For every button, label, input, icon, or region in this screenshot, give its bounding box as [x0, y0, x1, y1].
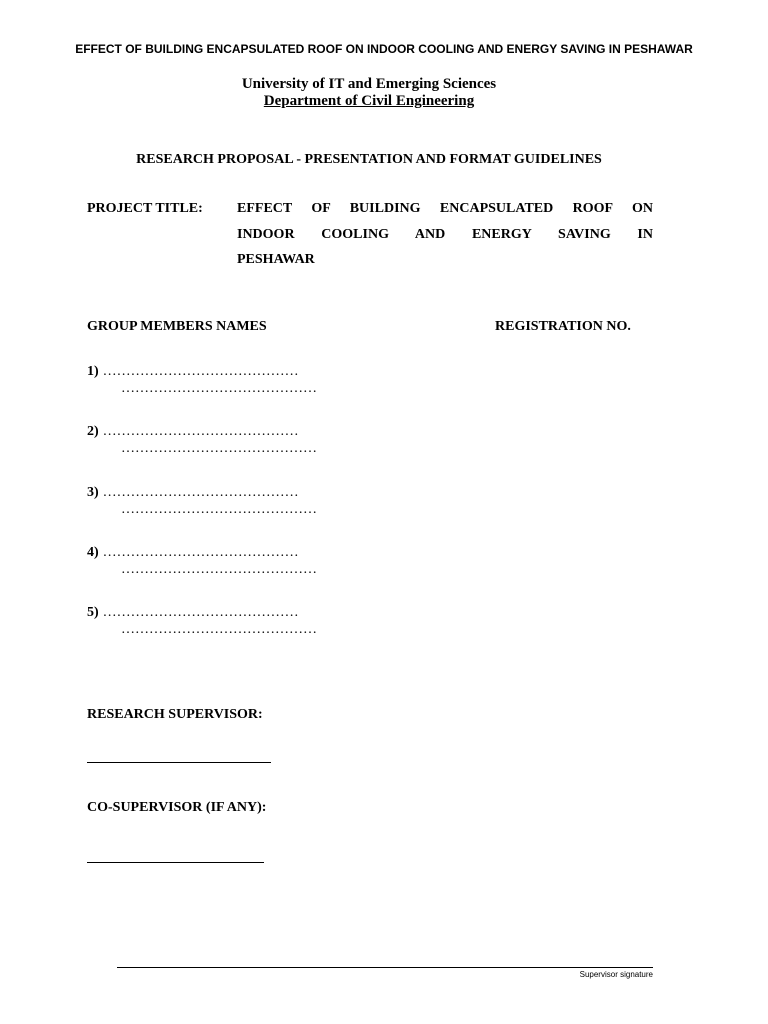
member-registration-blank: …………………………………… — [121, 622, 317, 637]
member-name-blank: …………………………………… — [102, 424, 299, 439]
co-supervisor-label: CO-SUPERVISOR (IF ANY): — [87, 800, 267, 815]
member-name-blank: …………………………………… — [102, 545, 299, 560]
footer-rule — [117, 967, 653, 968]
group-members-header: GROUP MEMBERS NAMES — [87, 319, 267, 334]
proposal-subtitle: RESEARCH PROPOSAL - PRESENTATION AND FORMAT GUIDELINES — [136, 152, 602, 167]
project-title-line-1: EFFECT OF BUILDING ENCAPSULATED ROOF ON — [237, 201, 653, 216]
co-supervisor-signature-line — [87, 862, 264, 863]
research-supervisor-signature-line — [87, 762, 271, 763]
supervisor-signature-label: Supervisor signature — [579, 970, 653, 979]
member-row — [87, 543, 299, 561]
project-title-line-3: PESHAWAR — [237, 252, 315, 267]
project-title-label: PROJECT TITLE: — [87, 201, 203, 216]
project-title-line-2: INDOOR COOLING AND ENERGY SAVING IN — [237, 227, 653, 242]
member-number: 3) — [87, 485, 99, 500]
member-name-blank: …………………………………… — [102, 485, 299, 500]
member-row — [87, 422, 299, 440]
member-registration-blank: …………………………………… — [121, 562, 317, 577]
member-number: 4) — [87, 545, 99, 560]
member-row — [87, 362, 299, 380]
member-row — [87, 483, 299, 501]
registration-no-header: REGISTRATION NO. — [495, 319, 631, 334]
document-header-title: EFFECT OF BUILDING ENCAPSULATED ROOF ON INDOOR COOLING AND ENERGY SAVING IN PESHAWAR — [75, 42, 693, 56]
department-name: Department of Civil Engineering — [263, 93, 475, 109]
member-registration-blank: …………………………………… — [121, 502, 317, 517]
research-supervisor-label: RESEARCH SUPERVISOR: — [87, 707, 263, 722]
member-name-blank: …………………………………… — [102, 605, 299, 620]
member-registration-blank: …………………………………… — [121, 381, 317, 396]
university-name: University of IT and Emerging Sciences — [241, 76, 497, 92]
member-registration-blank: …………………………………… — [121, 441, 317, 456]
member-name-blank: …………………………………… — [102, 364, 299, 379]
member-row — [87, 603, 299, 621]
member-number: 1) — [87, 364, 99, 379]
member-number: 2) — [87, 424, 99, 439]
member-number: 5) — [87, 605, 99, 620]
